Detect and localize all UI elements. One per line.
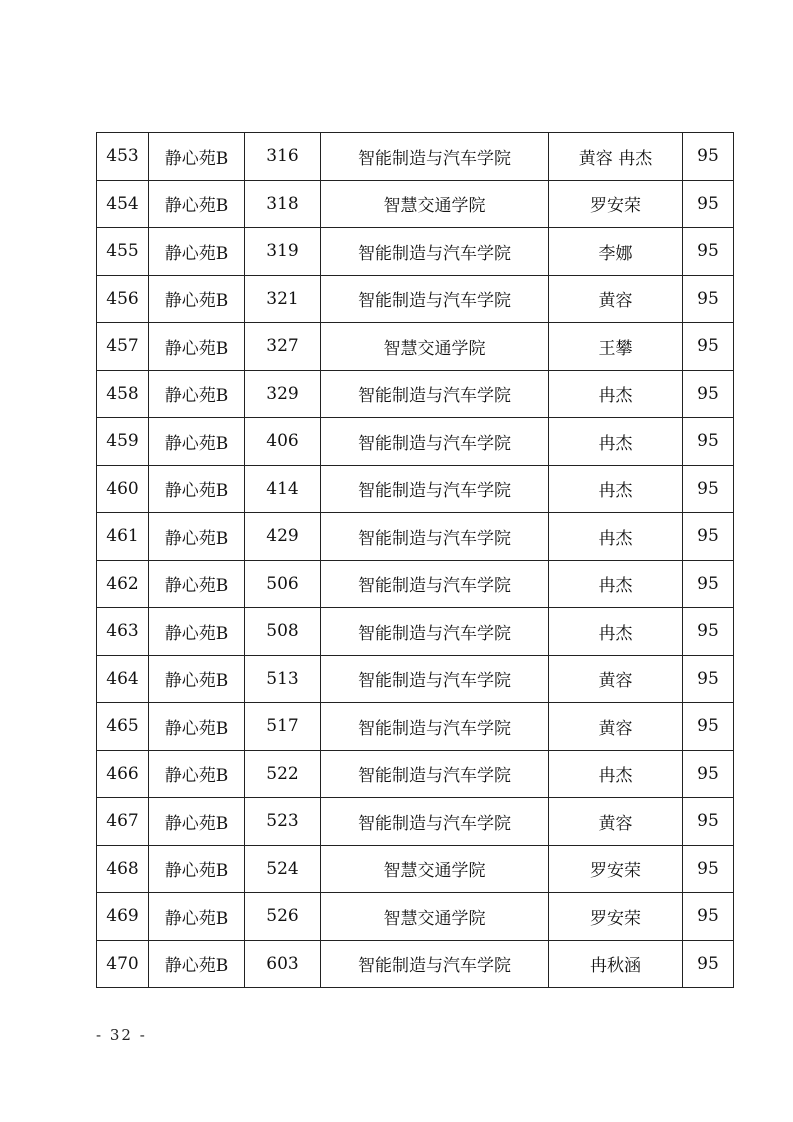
room-number-cell: 429 xyxy=(245,513,321,561)
row-index-cell: 457 xyxy=(97,323,149,371)
room-number-cell: 523 xyxy=(245,798,321,846)
row-index-cell: 464 xyxy=(97,655,149,703)
college-cell: 智能制造与汽车学院 xyxy=(321,750,549,798)
room-number-cell: 318 xyxy=(245,180,321,228)
score-cell: 95 xyxy=(683,133,734,181)
row-index-cell: 459 xyxy=(97,418,149,466)
building-cell: 静心苑B xyxy=(149,845,245,893)
row-index-cell: 460 xyxy=(97,465,149,513)
counselor-cell: 王攀 xyxy=(549,323,683,371)
score-cell: 95 xyxy=(683,465,734,513)
building-cell: 静心苑B xyxy=(149,560,245,608)
building-cell: 静心苑B xyxy=(149,655,245,703)
table-row xyxy=(97,228,734,276)
college-cell: 智能制造与汽车学院 xyxy=(321,275,549,323)
college-cell: 智能制造与汽车学院 xyxy=(321,560,549,608)
table-row xyxy=(97,180,734,228)
college-cell: 智能制造与汽车学院 xyxy=(321,513,549,561)
table-row xyxy=(97,560,734,608)
score-cell: 95 xyxy=(683,513,734,561)
room-number-cell: 329 xyxy=(245,370,321,418)
building-cell: 静心苑B xyxy=(149,180,245,228)
building-cell: 静心苑B xyxy=(149,940,245,988)
room-number-cell: 316 xyxy=(245,133,321,181)
building-cell: 静心苑B xyxy=(149,228,245,276)
row-index-cell: 466 xyxy=(97,750,149,798)
counselor-cell: 冉杰 xyxy=(549,513,683,561)
room-number-cell: 508 xyxy=(245,608,321,656)
score-cell: 95 xyxy=(683,418,734,466)
row-index-cell: 454 xyxy=(97,180,149,228)
score-cell: 95 xyxy=(683,845,734,893)
room-number-cell: 321 xyxy=(245,275,321,323)
college-cell: 智能制造与汽车学院 xyxy=(321,133,549,181)
page-number: - 32 - xyxy=(96,1026,147,1044)
table-row xyxy=(97,418,734,466)
building-cell: 静心苑B xyxy=(149,513,245,561)
counselor-cell: 罗安荣 xyxy=(549,180,683,228)
row-index-cell: 470 xyxy=(97,940,149,988)
room-number-cell: 522 xyxy=(245,750,321,798)
table-row xyxy=(97,275,734,323)
counselor-cell: 罗安荣 xyxy=(549,845,683,893)
counselor-cell: 黄容 xyxy=(549,275,683,323)
college-cell: 智慧交通学院 xyxy=(321,845,549,893)
building-cell: 静心苑B xyxy=(149,798,245,846)
college-cell: 智慧交通学院 xyxy=(321,180,549,228)
score-cell: 95 xyxy=(683,608,734,656)
score-cell: 95 xyxy=(683,940,734,988)
table-row xyxy=(97,133,734,181)
college-cell: 智能制造与汽车学院 xyxy=(321,608,549,656)
row-index-cell: 462 xyxy=(97,560,149,608)
room-number-cell: 526 xyxy=(245,893,321,941)
counselor-cell: 冉秋涵 xyxy=(549,940,683,988)
room-number-cell: 327 xyxy=(245,323,321,371)
score-cell: 95 xyxy=(683,655,734,703)
counselor-cell: 冉杰 xyxy=(549,465,683,513)
counselor-cell: 冉杰 xyxy=(549,750,683,798)
college-cell: 智能制造与汽车学院 xyxy=(321,655,549,703)
table-row xyxy=(97,703,734,751)
room-number-cell: 319 xyxy=(245,228,321,276)
counselor-cell: 黄容 xyxy=(549,703,683,751)
score-cell: 95 xyxy=(683,228,734,276)
college-cell: 智能制造与汽车学院 xyxy=(321,940,549,988)
counselor-cell: 李娜 xyxy=(549,228,683,276)
college-cell: 智慧交通学院 xyxy=(321,323,549,371)
college-cell: 智能制造与汽车学院 xyxy=(321,370,549,418)
score-cell: 95 xyxy=(683,323,734,371)
table-row xyxy=(97,798,734,846)
college-cell: 智慧交通学院 xyxy=(321,893,549,941)
room-number-cell: 603 xyxy=(245,940,321,988)
score-cell: 95 xyxy=(683,798,734,846)
row-index-cell: 465 xyxy=(97,703,149,751)
building-cell: 静心苑B xyxy=(149,703,245,751)
score-cell: 95 xyxy=(683,180,734,228)
building-cell: 静心苑B xyxy=(149,275,245,323)
row-index-cell: 463 xyxy=(97,608,149,656)
table-row xyxy=(97,323,734,371)
table-row xyxy=(97,608,734,656)
score-cell: 95 xyxy=(683,275,734,323)
counselor-cell: 罗安荣 xyxy=(549,893,683,941)
row-index-cell: 468 xyxy=(97,845,149,893)
table-row xyxy=(97,465,734,513)
table-row xyxy=(97,513,734,561)
building-cell: 静心苑B xyxy=(149,608,245,656)
row-index-cell: 461 xyxy=(97,513,149,561)
college-cell: 智能制造与汽车学院 xyxy=(321,418,549,466)
college-cell: 智能制造与汽车学院 xyxy=(321,703,549,751)
row-index-cell: 469 xyxy=(97,893,149,941)
score-cell: 95 xyxy=(683,893,734,941)
score-cell: 95 xyxy=(683,560,734,608)
building-cell: 静心苑B xyxy=(149,323,245,371)
table-row xyxy=(97,750,734,798)
dormitory-score-table xyxy=(96,132,734,988)
college-cell: 智能制造与汽车学院 xyxy=(321,465,549,513)
building-cell: 静心苑B xyxy=(149,133,245,181)
table-row xyxy=(97,655,734,703)
row-index-cell: 453 xyxy=(97,133,149,181)
row-index-cell: 458 xyxy=(97,370,149,418)
table-row xyxy=(97,845,734,893)
counselor-cell: 黄容 xyxy=(549,798,683,846)
room-number-cell: 414 xyxy=(245,465,321,513)
room-number-cell: 517 xyxy=(245,703,321,751)
score-cell: 95 xyxy=(683,370,734,418)
building-cell: 静心苑B xyxy=(149,893,245,941)
room-number-cell: 524 xyxy=(245,845,321,893)
counselor-cell: 冉杰 xyxy=(549,560,683,608)
row-index-cell: 455 xyxy=(97,228,149,276)
table-row xyxy=(97,370,734,418)
building-cell: 静心苑B xyxy=(149,465,245,513)
counselor-cell: 黄容 xyxy=(549,655,683,703)
college-cell: 智能制造与汽车学院 xyxy=(321,228,549,276)
row-index-cell: 456 xyxy=(97,275,149,323)
counselor-cell: 冉杰 xyxy=(549,608,683,656)
counselor-cell: 黄容 冉杰 xyxy=(549,133,683,181)
row-index-cell: 467 xyxy=(97,798,149,846)
building-cell: 静心苑B xyxy=(149,418,245,466)
college-cell: 智能制造与汽车学院 xyxy=(321,798,549,846)
building-cell: 静心苑B xyxy=(149,750,245,798)
score-cell: 95 xyxy=(683,703,734,751)
room-number-cell: 506 xyxy=(245,560,321,608)
room-number-cell: 513 xyxy=(245,655,321,703)
counselor-cell: 冉杰 xyxy=(549,418,683,466)
counselor-cell: 冉杰 xyxy=(549,370,683,418)
table-body xyxy=(97,133,734,988)
score-cell: 95 xyxy=(683,750,734,798)
room-number-cell: 406 xyxy=(245,418,321,466)
table-row xyxy=(97,893,734,941)
building-cell: 静心苑B xyxy=(149,370,245,418)
table-row xyxy=(97,940,734,988)
